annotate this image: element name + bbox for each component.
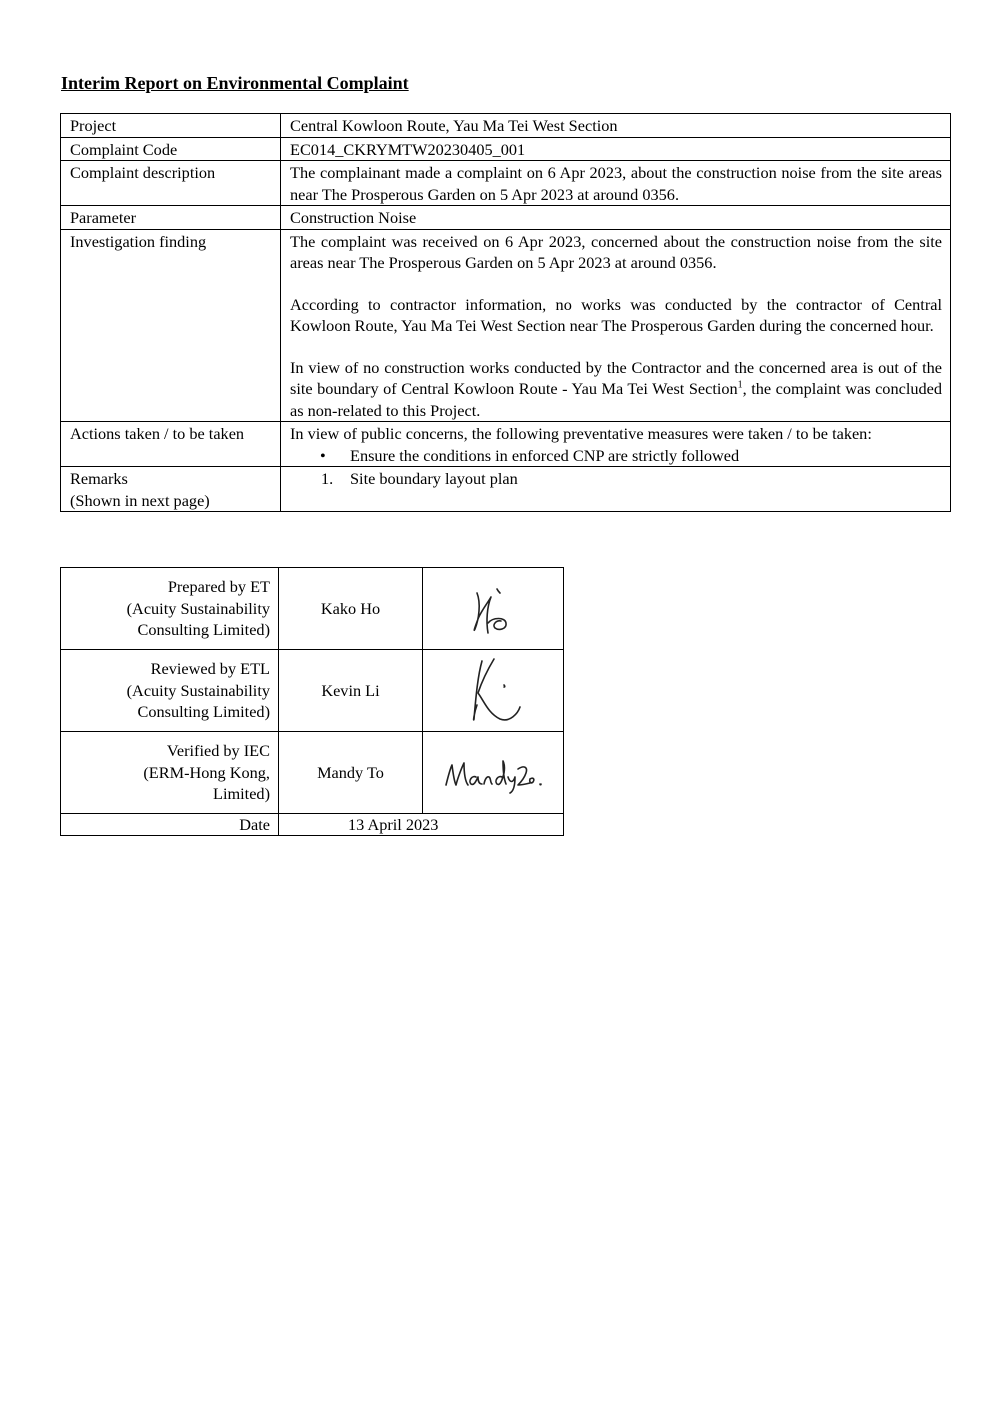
complaint-code-value: EC014_CKRYMTW20230405_001 — [281, 137, 951, 161]
finding-paragraph-tail: , the complaint was concluded as non-related to this Project. — [290, 379, 942, 420]
parameter-label: Parameter — [61, 206, 281, 230]
role-organization: (Acuity Sustainability — [126, 680, 270, 700]
signoff-row-verified — [61, 732, 564, 814]
signoff-name: Kevin Li — [279, 650, 423, 732]
bullet-icon: • — [320, 445, 326, 465]
signoff-role — [61, 650, 279, 732]
project-row — [61, 114, 951, 138]
role-title: Reviewed by ETL — [150, 659, 270, 679]
project-value: Central Kowloon Route, Yau Ma Tei West Section — [281, 114, 951, 138]
complaint-description-row — [61, 161, 951, 206]
remarks-row — [61, 467, 951, 512]
actions-value — [281, 422, 951, 467]
project-label: Project — [61, 114, 281, 138]
signoff-date-row — [61, 814, 564, 836]
signature-cell — [423, 568, 564, 650]
role-title: Verified by IEC — [166, 741, 270, 761]
signoff-row-reviewed — [61, 650, 564, 732]
signoff-row-prepared — [61, 568, 564, 650]
remarks-list — [290, 468, 942, 490]
role-organization: (Acuity Sustainability — [126, 598, 270, 618]
complaint-code-row — [61, 137, 951, 161]
parameter-value: Construction Noise — [281, 206, 951, 230]
finding-paragraph-text: In view of no construction works conducted by the Contractor and the concerned area is out of the site boundary of Central Kowloon Route - Yau Ma Tei West Section — [290, 357, 942, 398]
actions-list-item — [290, 445, 942, 467]
investigation-finding-label: Investigation finding — [61, 229, 281, 422]
signoff-name: Mandy To — [279, 732, 423, 814]
remarks-item-number: 1. — [321, 469, 334, 488]
signature-kevin-li — [458, 653, 528, 729]
parameter-row — [61, 206, 951, 230]
remarks-label-note: (Shown in next page) — [70, 490, 210, 510]
signature-cell — [423, 650, 564, 732]
signoff-table — [60, 567, 564, 836]
role-organization: Consulting Limited) — [137, 620, 270, 640]
signoff-role — [61, 732, 279, 814]
remarks-label — [61, 467, 281, 512]
complaint-description-label: Complaint description — [61, 161, 281, 206]
remarks-list-item — [290, 468, 942, 490]
actions-list — [290, 445, 942, 467]
signature-mandy-to — [438, 751, 548, 795]
signoff-name: Kako Ho — [279, 568, 423, 650]
date-label: Date — [61, 814, 279, 836]
remarks-label-line: Remarks — [70, 469, 128, 488]
finding-paragraph-conclusion — [290, 357, 942, 422]
role-organization: Consulting Limited) — [137, 702, 270, 722]
role-title: Prepared by ET — [167, 577, 270, 597]
remarks-value — [281, 467, 951, 512]
complaint-details-table — [60, 113, 951, 512]
remarks-item-text: Site boundary layout plan — [350, 469, 518, 488]
finding-paragraph: The complaint was received on 6 Apr 2023, concerned about the construction noise from the site areas near The Prosperous Garden on 5 Apr 2023 at around 0356. — [290, 231, 942, 272]
investigation-finding-value — [281, 229, 951, 422]
role-organization: (ERM-Hong Kong, — [143, 762, 270, 782]
actions-label: Actions taken / to be taken — [61, 422, 281, 467]
actions-row — [61, 422, 951, 467]
role-organization: Limited) — [213, 784, 270, 804]
investigation-finding-row — [61, 229, 951, 422]
complaint-code-label: Complaint Code — [61, 137, 281, 161]
complaint-description-value: The complainant made a complaint on 6 Apr 2023, about the construction noise from the site areas near The Prosperous Garden on 5 Apr 2023 at around 0356. — [281, 161, 951, 206]
signoff-role — [61, 568, 279, 650]
footnote-marker: 1 — [737, 379, 743, 391]
signature-cell — [423, 732, 564, 814]
date-value: 13 April 2023 — [279, 814, 564, 836]
actions-intro: In view of public concerns, the following preventative measures were taken / to be taken: — [290, 424, 872, 443]
signature-kako-ho — [463, 579, 523, 639]
document-title: Interim Report on Environmental Complaint — [61, 73, 409, 93]
finding-paragraph: According to contractor information, no works was conducted by the contractor of Central Kowloon Route, Yau Ma Tei West Section near The Prosperous Garden during the concerned hour. — [290, 294, 942, 335]
actions-item-text: Ensure the conditions in enforced CNP are strictly followed — [350, 445, 740, 465]
